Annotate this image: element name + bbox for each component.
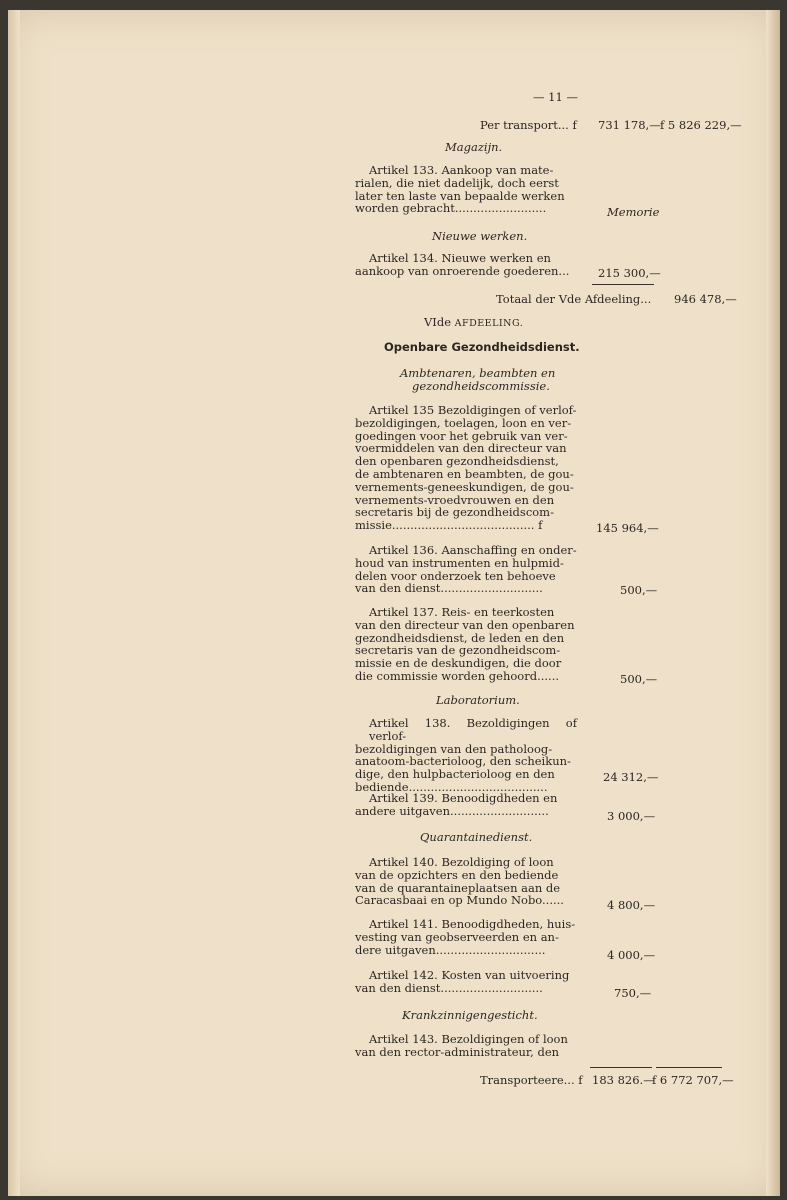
article-143	[355, 1033, 577, 1059]
article-line: Artikel 135 Bezoldigingen of verlof-	[369, 403, 577, 417]
article-138	[355, 717, 577, 794]
article-line: Artikel 139. Benoodigdheden en	[369, 791, 558, 805]
article-line: aankoop van onroerende goederen...	[355, 263, 570, 278]
article-line: Artikel 137. Reis- en teerkosten	[369, 605, 555, 619]
section-ambtenaren-line-1: Ambtenaren, beambten en	[400, 366, 556, 380]
article-140-amount: 4 800,—	[607, 898, 656, 912]
article-142	[355, 969, 577, 995]
article-141	[355, 918, 577, 956]
per-transport-amount-2: f 5 826 229,—	[660, 118, 742, 132]
page-left-edge	[8, 10, 20, 1196]
article-138-amount: 24 312,—	[603, 770, 659, 784]
article-141-amount: 4 000,—	[607, 948, 656, 962]
totaal-label: Totaal der Vde Afdeeling...	[496, 292, 652, 306]
page-number: — 11 —	[533, 90, 578, 104]
article-134	[355, 252, 577, 278]
article-139	[355, 792, 577, 818]
article-135-amount: 145 964,—	[596, 521, 659, 535]
article-line: anatoom-bacterioloog, den scheikun-	[355, 754, 571, 769]
article-line: voermiddelen van den directeur van	[355, 441, 567, 456]
article-140	[355, 856, 577, 907]
article-136	[355, 544, 577, 595]
transporteere-amount-1: 183 826.—	[592, 1073, 655, 1087]
article-137	[355, 606, 577, 683]
article-line: Artikel 143. Bezoldigingen of loon	[369, 1032, 568, 1046]
article-139-amount: 3 000,—	[607, 809, 656, 823]
article-line: rialen, die niet dadelijk, doch eerst	[355, 175, 559, 190]
article-142-amount: 750,—	[614, 986, 652, 1000]
article-line: de ambtenaren en beambten, de gou-	[355, 466, 574, 481]
article-line: die commissie worden gehoord......	[355, 668, 560, 683]
article-line: gezondheidsdienst, de leden en den	[355, 630, 565, 645]
article-136-amount: 500,—	[620, 583, 658, 597]
afdeeling-heading	[424, 315, 523, 329]
article-line: van de opzichters en den bediende	[355, 867, 559, 882]
afdeeling-word: AFDEELING.	[454, 318, 524, 329]
afdeeling-number: VIde	[424, 315, 452, 329]
article-line: missie....................................... f	[355, 518, 543, 533]
article-line: van de quarantaineplaatsen aan de	[355, 880, 561, 895]
section-krankzinnigengesticht: Krankzinnigengesticht.	[402, 1008, 538, 1022]
article-137-amount: 500,—	[620, 672, 658, 686]
article-line: dige, den hulpbacterioloog en den	[355, 767, 555, 782]
article-line: Artikel 141. Benoodigdheden, huis-	[369, 917, 576, 931]
article-line: vernements-geneeskundigen, de gou-	[355, 479, 574, 494]
article-line: later ten laste van bepaalde werken	[355, 188, 565, 203]
article-line: van den directeur van den openbaren	[355, 617, 575, 632]
article-line: houd van instrumenten en hulpmid-	[355, 555, 564, 570]
article-line: missie en de deskundigen, die door	[355, 656, 562, 671]
article-line: vernements-vroedvrouwen en den	[355, 492, 555, 507]
article-133-amount: Memorie	[607, 205, 660, 219]
transporteere-label: Transporteere... f	[480, 1073, 583, 1087]
transport-rule-2	[656, 1067, 722, 1068]
afdeeling-title: Openbare Gezondheidsdienst.	[384, 340, 580, 354]
per-transport-amount-1: 731 178,—	[598, 118, 661, 132]
article-line: dere uitgaven..............................	[355, 942, 546, 957]
article-line: den openbaren gezondheidsdienst,	[355, 454, 559, 469]
article-line: delen voor onderzoek ten behoeve	[355, 568, 556, 583]
article-line: Artikel 142. Kosten van uitvoering	[369, 968, 570, 982]
transporteere-amount-2: f 6 772 707,—	[652, 1073, 734, 1087]
article-line: van den dienst............................	[355, 581, 543, 596]
article-line: Artikel 138. Bezoldigingen of verlof-	[369, 716, 577, 743]
article-line: secretaris van de gezondheidscom-	[355, 643, 561, 658]
article-line: andere uitgaven...........................	[355, 803, 549, 818]
subtotal-rule	[592, 284, 654, 285]
page-right-edge	[766, 10, 780, 1196]
article-line: Artikel 133. Aankoop van mate-	[369, 163, 554, 177]
article-line: bediende......................................	[355, 779, 548, 794]
section-quarantainedienst: Quarantainedienst.	[420, 830, 533, 844]
article-line: Caracasbaai en op Mundo Nobo......	[355, 893, 564, 908]
article-line: bezoldigingen van den patholoog-	[355, 741, 553, 756]
article-135	[355, 404, 577, 532]
article-line: van den rector-administrateur, den	[355, 1044, 560, 1059]
article-line: goedingen voor het gebruik van ver-	[355, 428, 568, 443]
article-134-amount: 215 300,—	[598, 266, 661, 280]
transport-rule-1	[590, 1067, 652, 1068]
article-line: Artikel 136. Aanschaffing en onder-	[369, 543, 577, 557]
article-line: van den dienst............................	[355, 980, 543, 995]
article-line: secretaris bij de gezondheidscom-	[355, 505, 554, 520]
article-line: bezoldigingen, toelagen, loon en ver-	[355, 415, 572, 430]
article-line: Artikel 134. Nieuwe werken en	[369, 251, 551, 265]
article-133	[355, 164, 577, 215]
section-magazijn: Magazijn.	[445, 140, 503, 154]
article-line: worden gebracht.........................	[355, 201, 547, 216]
article-line: vesting van geobserveerden en an-	[355, 929, 559, 944]
totaal-amount: 946 478,—	[674, 292, 737, 306]
section-ambtenaren-line-2: gezondheidscommissie.	[412, 379, 550, 393]
section-laboratorium: Laboratorium.	[436, 693, 520, 707]
section-nieuwe-werken: Nieuwe werken.	[432, 229, 528, 243]
article-line: Artikel 140. Bezoldiging of loon	[369, 855, 554, 869]
per-transport-label: Per transport... f	[480, 118, 577, 132]
